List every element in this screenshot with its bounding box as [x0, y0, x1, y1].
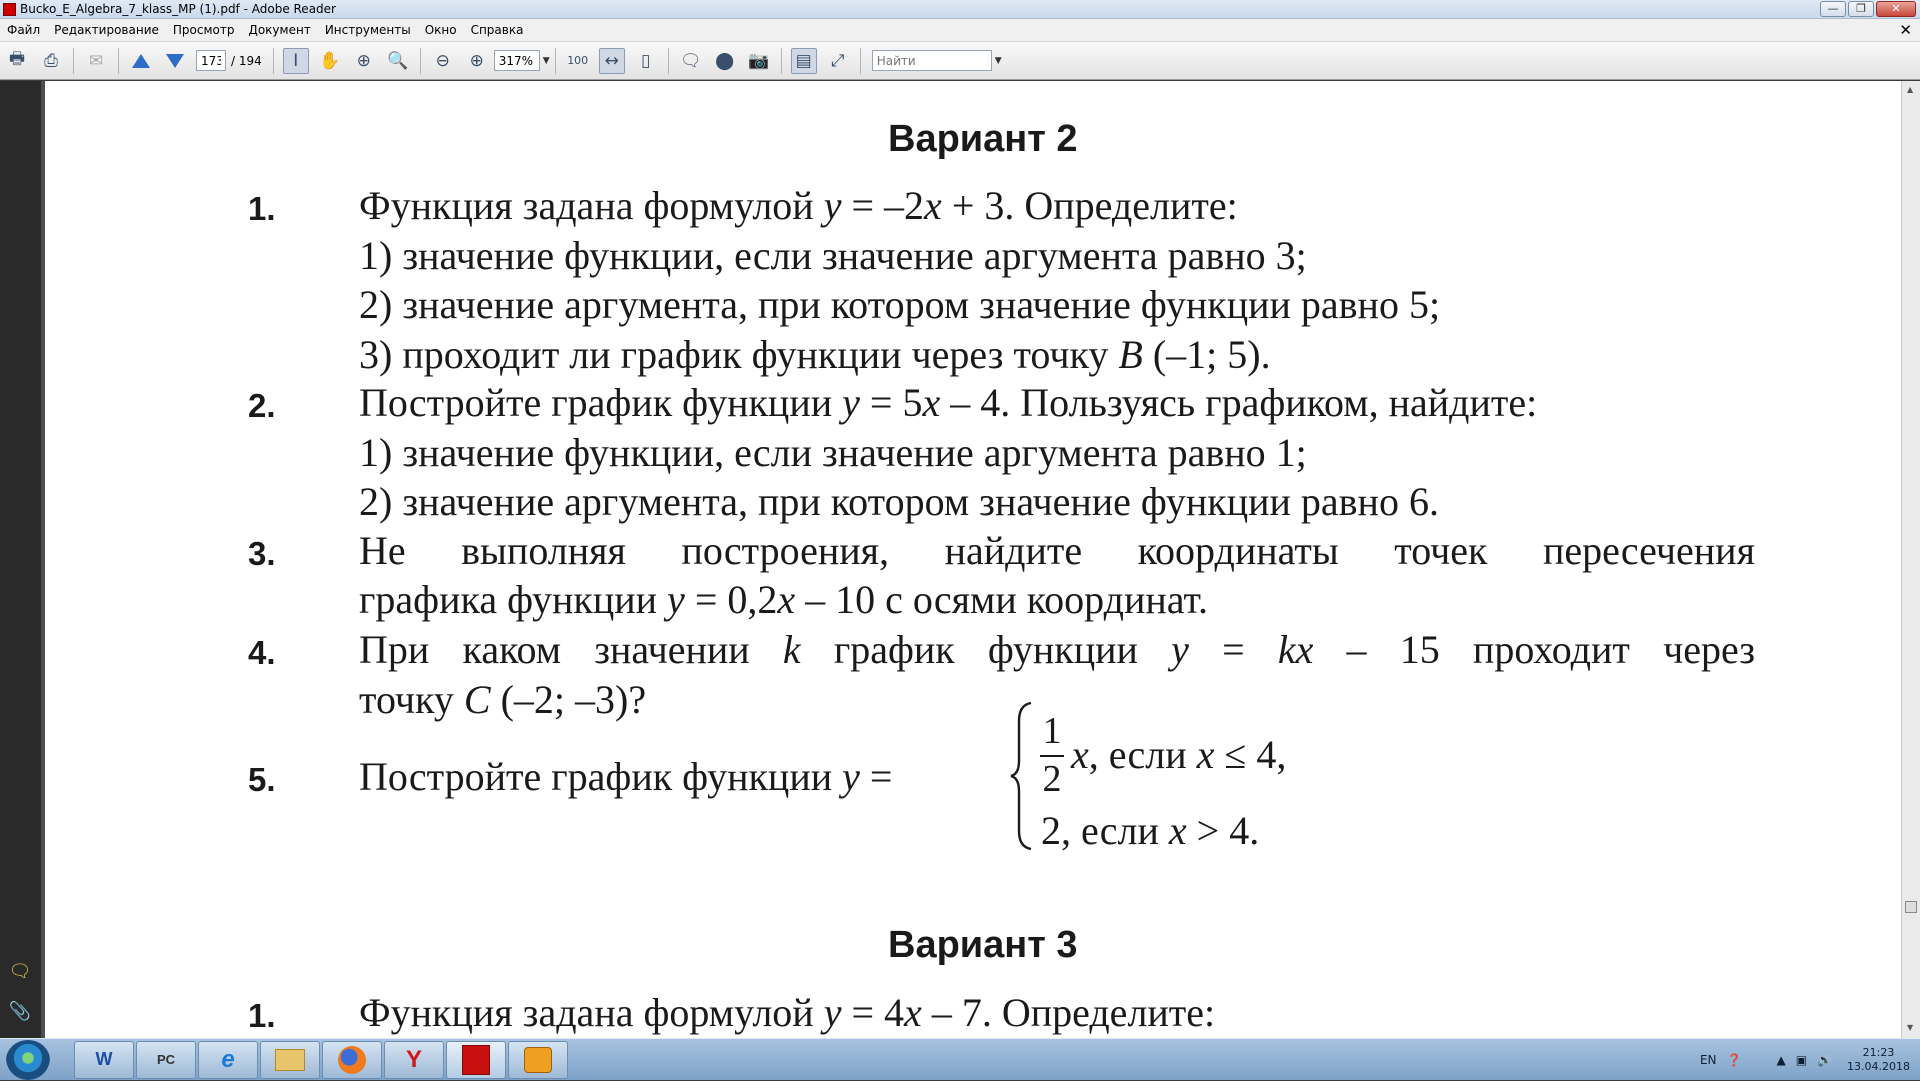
- clock[interactable]: 21:23 13.04.2018: [1847, 1046, 1910, 1073]
- reading-mode-icon[interactable]: ▤: [791, 48, 817, 74]
- internet-explorer-icon[interactable]: e: [198, 1041, 258, 1079]
- find-input[interactable]: [872, 50, 992, 71]
- task-1-line-1: Функция задана формулой y = –2x + 3. Определите:: [359, 183, 1238, 228]
- task-3-line-2: графика функции y = 0,2x – 10 с осями координат.: [359, 577, 1208, 622]
- fit-page-icon[interactable]: ▯: [641, 50, 651, 71]
- task-number: 1.: [248, 997, 276, 1034]
- system-tray: [1695, 1039, 1910, 1081]
- window-title: Bucko_E_Algebra_7_klass_MP (1).pdf - Adobe Reader: [20, 2, 336, 16]
- task-number: 5.: [248, 761, 276, 798]
- scrollbar-thumb[interactable]: [1905, 901, 1917, 913]
- toolbar: [0, 42, 1920, 80]
- task-2-line-3: 2) значение аргумента, при котором значение функции равно 6.: [359, 479, 1439, 524]
- help-icon[interactable]: ❓: [1726, 1053, 1742, 1067]
- variant-3-task-1-line-1: Функция задана формулой y = 4x – 7. Определите:: [359, 990, 1216, 1035]
- share-icon[interactable]: ⎙: [44, 50, 58, 71]
- close-button[interactable]: ✕: [1876, 1, 1916, 17]
- zoom-input[interactable]: [494, 50, 540, 71]
- actual-size-icon[interactable]: 100: [567, 54, 589, 67]
- language-indicator[interactable]: EN: [1699, 1053, 1717, 1067]
- maximize-button[interactable]: ❐: [1848, 1, 1874, 17]
- case-2: 2, если x > 4.: [1041, 808, 1260, 853]
- navigation-panel: [0, 81, 41, 1038]
- network-icon[interactable]: ▣: [1795, 1053, 1808, 1067]
- attachments-icon[interactable]: 📎: [8, 1001, 32, 1022]
- task-number: 2.: [248, 387, 276, 424]
- menu-bar: [0, 19, 1920, 42]
- adobe-reader-icon: [3, 3, 16, 16]
- task-number: 4.: [248, 634, 276, 671]
- hand-tool-icon[interactable]: ✋: [319, 50, 341, 71]
- menu-view[interactable]: Просмотр: [172, 23, 235, 37]
- task-3-line-1: Не выполняя построения, найдите координаты точек пересечения: [359, 528, 1755, 573]
- computer-app-icon[interactable]: PC: [136, 1041, 196, 1079]
- menu-document[interactable]: Документ: [248, 23, 311, 37]
- media-player-icon[interactable]: [508, 1041, 568, 1079]
- snapshot-icon[interactable]: 📷: [748, 50, 770, 71]
- print-icon[interactable]: 🖶: [8, 49, 26, 69]
- task-2-line-1: Постройте график функции y = 5x – 4. Пользуясь графиком, найдите:: [359, 380, 1538, 425]
- minimize-button[interactable]: —: [1820, 1, 1846, 17]
- vertical-scrollbar[interactable]: [1901, 81, 1920, 1038]
- full-screen-icon[interactable]: ⤢: [830, 50, 845, 71]
- select-tool-icon[interactable]: I: [283, 48, 309, 74]
- task-number: 3.: [248, 535, 276, 572]
- dynamic-zoom-icon[interactable]: 🔍: [387, 50, 409, 71]
- task-1-line-2: 1) значение функции, если значение аргумента равно 3;: [359, 233, 1307, 278]
- fraction-numerator: 1: [1042, 710, 1062, 752]
- previous-page-icon[interactable]: [128, 48, 154, 74]
- show-hidden-icons[interactable]: ▲: [1776, 1053, 1786, 1067]
- task-4-line-2: точку C (–2; –3)?: [359, 677, 647, 722]
- zoom-dropdown-icon[interactable]: ▼: [542, 55, 550, 66]
- window-titlebar: [0, 0, 1920, 19]
- scroll-up-icon[interactable]: ▲: [1907, 85, 1914, 94]
- task-4-line-1: При каком значении k график функции y = kx – 15 проходит через: [359, 627, 1756, 672]
- volume-icon[interactable]: 🔊: [1817, 1053, 1833, 1067]
- comment-icon[interactable]: 🗨: [679, 50, 702, 71]
- task-number: 1.: [248, 190, 276, 227]
- menu-help[interactable]: Справка: [470, 23, 524, 37]
- firefox-icon[interactable]: [322, 1041, 382, 1079]
- task-5-text: Постройте график функции y =: [359, 754, 893, 799]
- start-button[interactable]: [6, 1040, 50, 1080]
- menu-window[interactable]: Окно: [424, 23, 457, 37]
- next-page-icon[interactable]: [162, 48, 188, 74]
- document-page: [41, 81, 1901, 1038]
- page-number-input[interactable]: [196, 50, 226, 71]
- adobe-reader-taskbar-icon[interactable]: [446, 1041, 506, 1079]
- variant-2-heading: Вариант 2: [888, 118, 1078, 160]
- scroll-down-icon[interactable]: ▼: [1907, 1023, 1914, 1032]
- review-icon[interactable]: ✉: [88, 50, 104, 71]
- explorer-folder-icon[interactable]: [260, 1041, 320, 1079]
- menu-tools[interactable]: Инструменты: [324, 23, 411, 37]
- stamp-icon[interactable]: ⬤: [715, 50, 735, 71]
- zoom-out-icon[interactable]: ⊖: [435, 50, 450, 71]
- marquee-zoom-icon[interactable]: ⊕: [356, 50, 371, 71]
- windows-taskbar: [0, 1038, 1920, 1080]
- task-1-line-3: 2) значение аргумента, при котором значение функции равно 5;: [359, 282, 1441, 327]
- fit-width-icon[interactable]: ↔: [599, 48, 625, 74]
- close-document-icon[interactable]: ✕: [1899, 21, 1912, 39]
- zoom-in-icon[interactable]: ⊕: [469, 50, 484, 71]
- word-app-icon[interactable]: W: [74, 1041, 134, 1079]
- task-2-line-2: 1) значение функции, если значение аргумента равно 1;: [359, 430, 1307, 475]
- variant-3-heading: Вариант 3: [888, 924, 1078, 966]
- yandex-browser-icon[interactable]: Y: [384, 1041, 444, 1079]
- page-total: / 194: [231, 53, 262, 68]
- case-1: x, если x ≤ 4,: [1071, 732, 1287, 777]
- task-1-line-4: 3) проходит ли график функции через точку B (–1; 5).: [359, 332, 1271, 377]
- find-dropdown-icon[interactable]: ▼: [994, 55, 1002, 66]
- piecewise-brace: [1009, 701, 1035, 851]
- menu-edit[interactable]: Редактирование: [54, 23, 159, 37]
- menu-file[interactable]: Файл: [7, 23, 41, 37]
- fraction-denominator: 2: [1042, 758, 1062, 800]
- comments-icon[interactable]: 🗨: [8, 961, 32, 982]
